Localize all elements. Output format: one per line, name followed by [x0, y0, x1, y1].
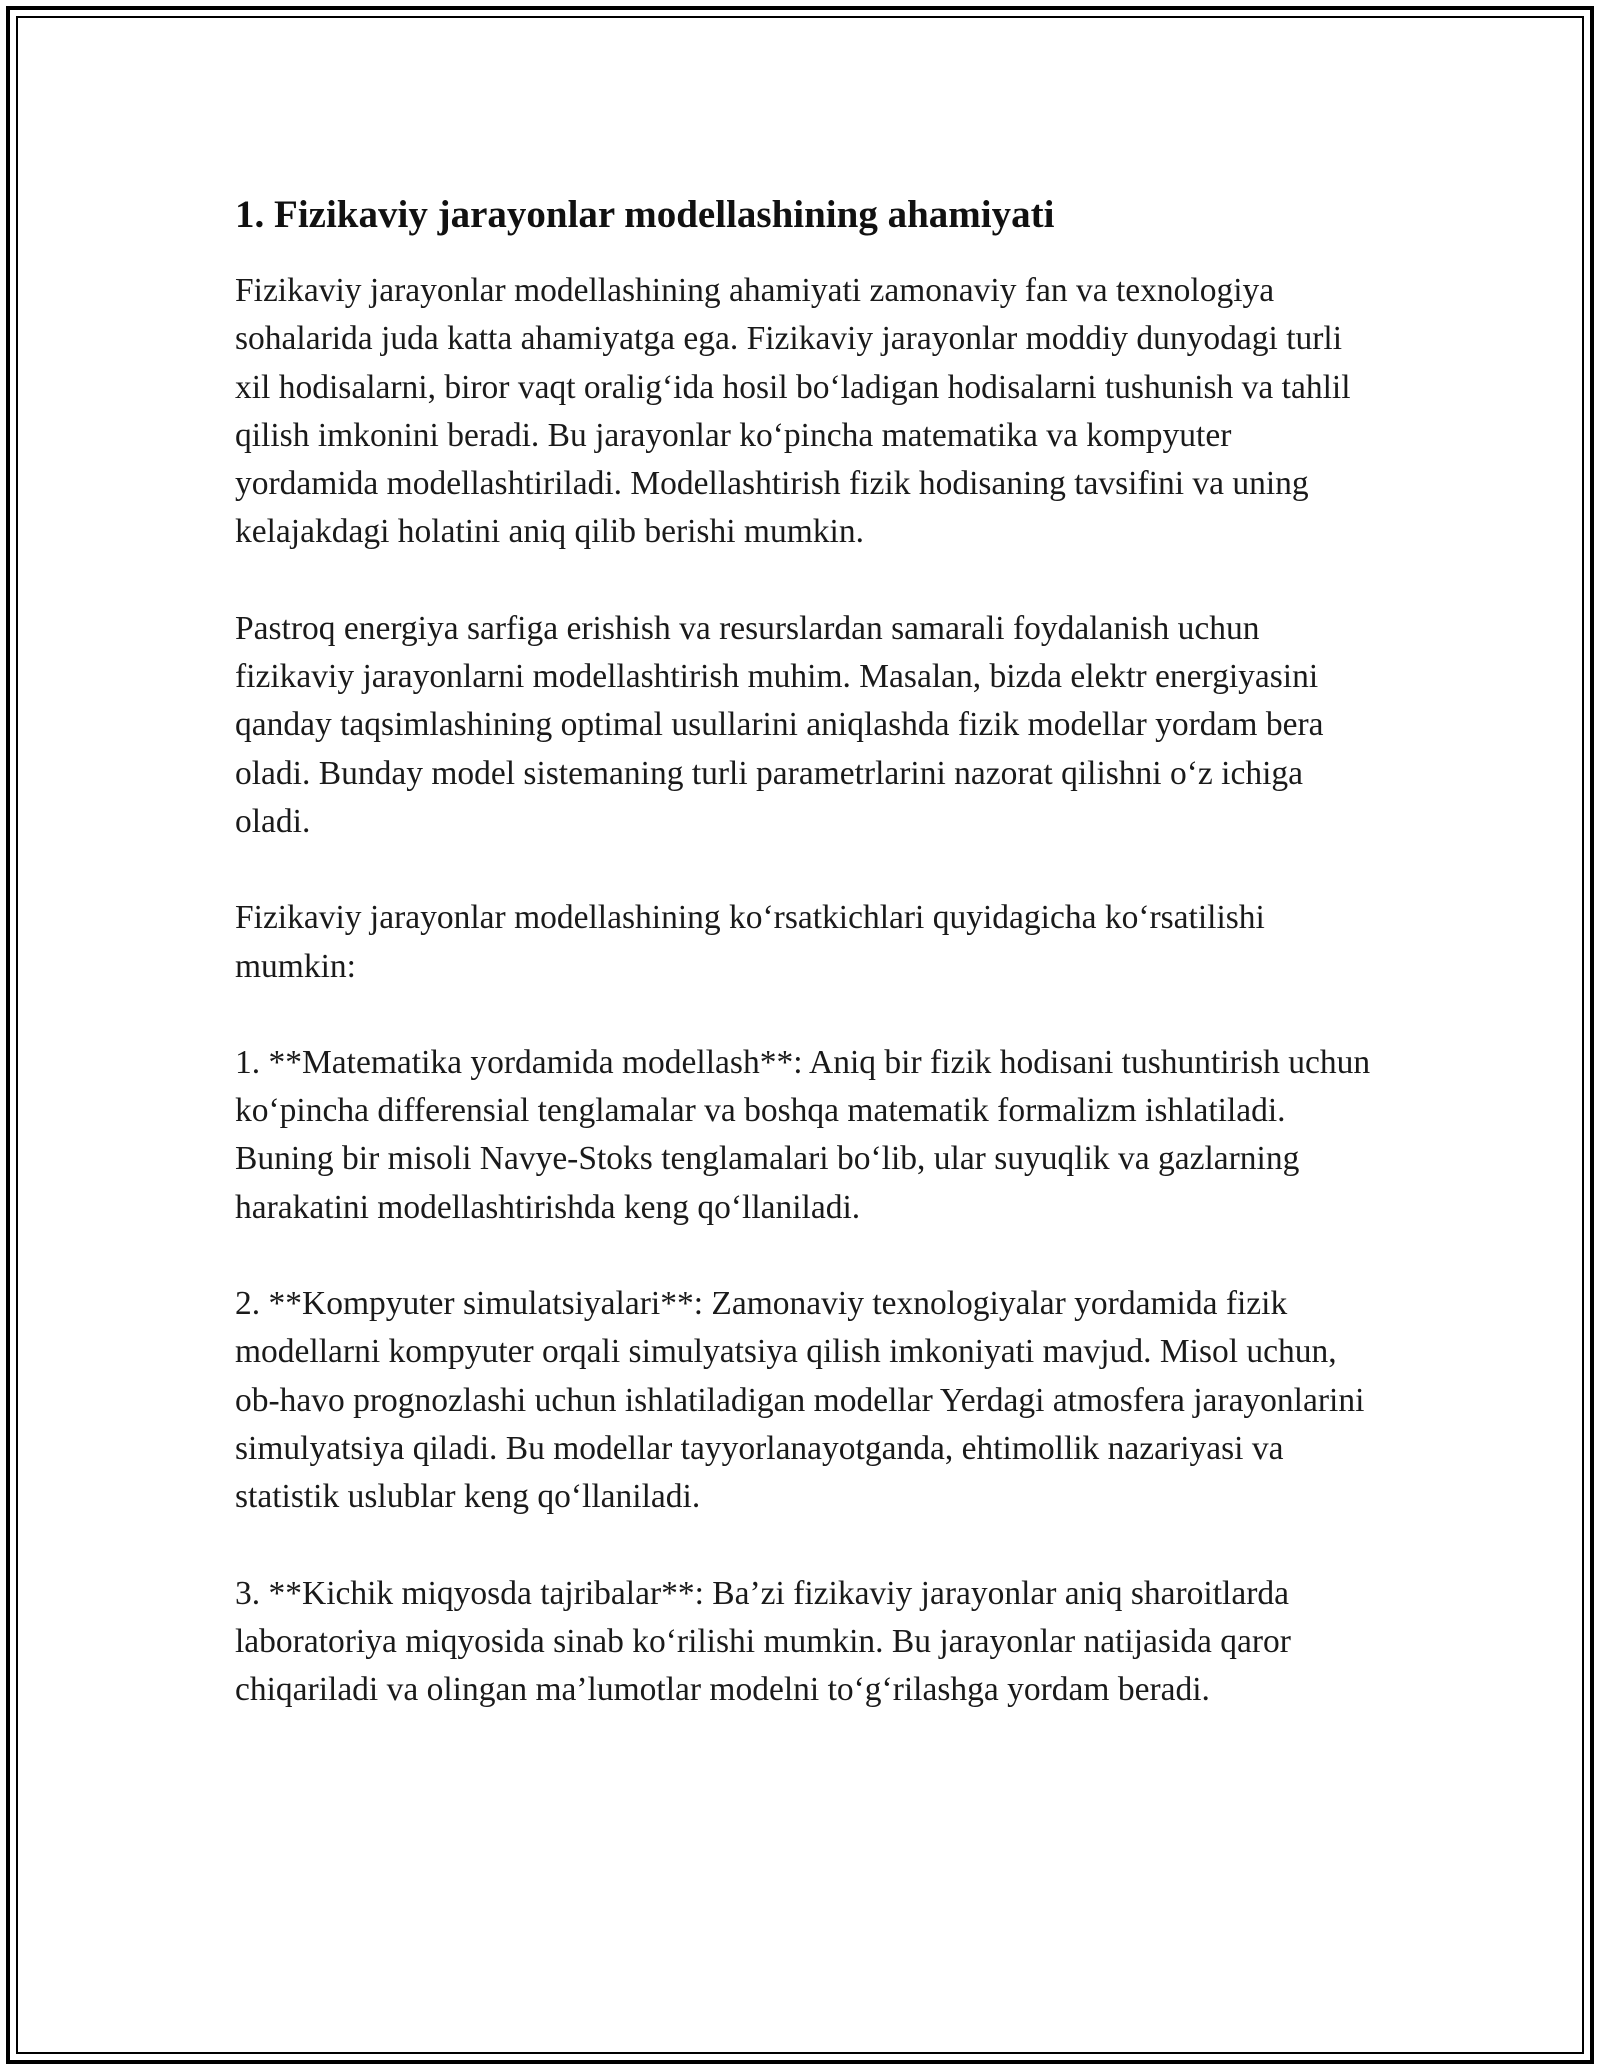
list-item-computer-simulations: 2. **Kompyuter simulatsiyalari**: Zamonaviy texnologiyalar yordamida fizik modellarni kompyuter orqali simulyatsiya qilish imkoniyati mavjud. Misol uchun, ob-havo prognozlashi uchun ishlatiladigan modellar Yerdagi atmosfera jarayonlarini simulyatsiya qiladi. Bu modellar tayyorlanayotganda, ehtimollik nazariyasi va statistik uslublar keng qo‘llaniladi. [235, 1285, 1365, 1516]
document-body [235, 185, 1375, 1762]
list-item-math-modeling: 1. **Matematika yordamida modellash**: Aniq bir fizik hodisani tushuntirish uchun ko‘pincha differensial tenglamalar va boshqa matematik formalizm ishlatiladi. Buning bir misoli Navye-Stoks tenglamalari bo‘lib, ular suyuqlik va gazlarning harakatini modellashtirishda keng qo‘llaniladi. [235, 1043, 1371, 1226]
section-heading: 1. Fizikaviy jarayonlar modellashining ahamiyati [235, 193, 1055, 236]
paragraph-indicators-lead: Fizikaviy jarayonlar modellashining ko‘rsatkichlari quyidagicha ko‘rsatilishi mumkin: [235, 899, 1265, 985]
list-item-small-scale-experiments: 3. **Kichik miqyosda tajribalar**: Ba’zi fizikaviy jarayonlar aniq sharoitlarda laboratoriya miqyosida sinab ko‘rilishi mumkin. Bu jarayonlar natijasida qaror chiqariladi va olingan ma’lumotlar modelni to‘g‘rilashga yordam beradi. [235, 1574, 1291, 1709]
paragraph-energy: Pastroq energiya sarfiga erishish va resurslardan samarali foydalanish uchun fizikaviy jarayonlarni modellashtirish muhim. Masalan, bizda elektr energiyasini qanday taqsimlashining optimal usullarini aniqlashda fizik modellar yordam bera oladi. Bunday model sistemaning turli parametrlarini nazorat qilishni o‘z ichiga oladi. [235, 609, 1324, 840]
paragraph-intro: Fizikaviy jarayonlar modellashining ahamiyati zamonaviy fan va texnologiya sohalarida juda katta ahamiyatga ega. Fizikaviy jarayonlar moddiy dunyodagi turli xil hodisalarni, biror vaqt oralig‘ida hosil bo‘ladigan hodisalarni tushunish va tahlil qilish imkonini beradi. Bu jarayonlar ko‘pincha matematika va kompyuter yordamida modellashtiriladi. Modellashtirish fizik hodisaning tavsifini va uning kelajakdagi holatini aniq qilib berishi mumkin. [235, 272, 1351, 551]
